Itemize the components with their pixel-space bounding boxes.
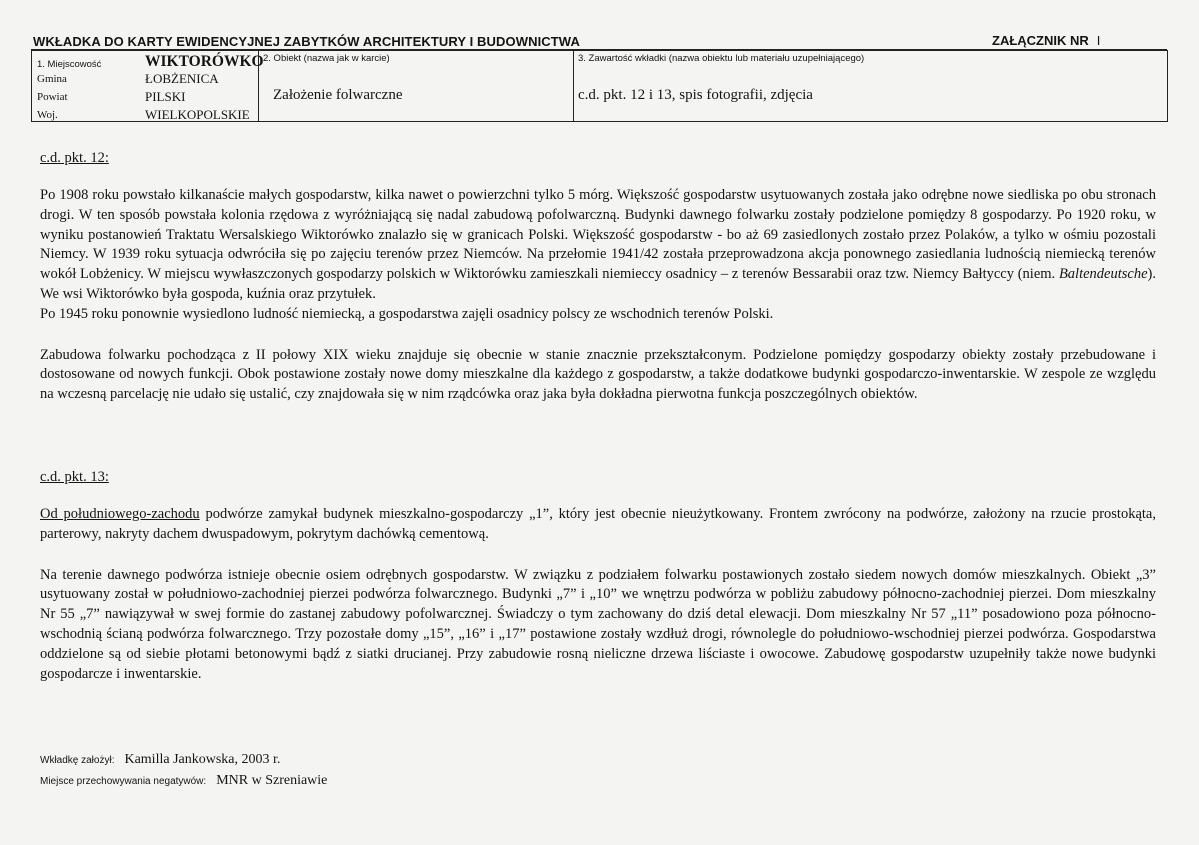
object-label: 2. Obiekt (nazwa jak w karcie) — [263, 53, 390, 64]
object-value: Założenie folwarczne — [273, 87, 403, 103]
annex-number — [992, 33, 1100, 48]
p1-italic-term: Baltendeutsche — [1058, 266, 1148, 283]
author-label: Wkładkę założył: — [40, 755, 115, 766]
document-title: WKŁADKA DO KARTY EWIDENCYJNEJ ZABYTKÓW ARCHITEKTURY I BUDOWNICTWA — [33, 34, 580, 49]
annex-value: I — [1096, 33, 1101, 48]
form-header-table — [31, 50, 1168, 122]
powiat-value: PILSKI — [145, 89, 186, 104]
direction-underlined: Od południowego-zachodu — [40, 506, 200, 522]
place-label: 1. Miejscowość — [37, 59, 102, 70]
powiat-label: Powiat — [37, 91, 68, 103]
section-12-paragraph-3: Zabudowa folwarku pochodząca z II połowy XIX wieku znajduje się obecnie w stanie znacznie przekształconym. Podzielone pomiędzy gospodarzy obiekty zostały przebudowane i dostosowane od nowych funkcji. Obok postawione zostały nowe domy mieszkalne dla każdego z gospodarstw, a także dodatkowe budynki gospodarczo-inwentarskie. W zespole ze względu na wczesną parcelację nie udało się ustalić, czy znajdowała się w nim rządcówka oraz jaka była dokładna pierwotna funkcja poszczególnych obiektów. — [40, 346, 1156, 403]
section-13-paragraph-2: Na terenie dawnego podwórza istnieje obecnie osiem odrębnych gospodarstw. W związku z podziałem folwarku postawionych zostało siedem nowych domów mieszkalnych. Obiekt „3” usytuowany został w południowo-zachodniej pierzei podwórza folwarcznego. Budynki „7” i „10” we wnętrzu podwórza w pobliżu zabudowy północno-zachodniej pierzei. Dom mieszkalny Nr 55 „7” nawiązywał w swej formie do zastanej zabudowy pofolwarcznej. Świadczy o tym zachowany do dziś detal elewacji. Dom mieszkalny Nr 57 „11” posadowiono poza północno-wschodnią ścianą podwórza folwarcznego. Trzy pozostałe domy „15”, „16” i „17” postawione zostały wzdłuż drogi, równolegle do południowo-wschodniej pierzei podwórza. Gospodarstwa oddzielone są od siebie płotami betonowymi bądź z siatki drucianej. Przy zabudowie rosną nieliczne drzewa liściaste i owocowe. Zabudowę gospodarstw uzupełniły także nowe budynki gospodarcze i inwentarskie. — [40, 566, 1156, 682]
section-12-paragraph-2: Po 1945 roku ponownie wysiedlono ludność niemiecką, a gospodarstwa zajęli osadnicy polscy ze wschodnich terenów Polski. — [40, 305, 774, 322]
p1-text-end: ). We wsi Wiktorówko była gospoda, kuźnia oraz przytułek. — [40, 266, 1156, 302]
section-13-body — [40, 505, 1156, 684]
footer-storage — [40, 773, 327, 789]
section-13-heading: c.d. pkt. 13: — [40, 469, 109, 485]
location-cell — [32, 51, 264, 122]
annex-label: ZAŁĄCZNIK NR — [992, 33, 1089, 48]
p1-rest: podwórze zamykał budynek mieszkalno-gospodarczy „1”, który jest obecnie nieużytkowany. Frontem zwrócony na podwórze, założony na rzucie prostokąta, parterowy, nakryty dachem dwuspadowym, pokrytym dachówką cementową. — [40, 506, 1156, 542]
storage-label: Miejsce przechowywania negatywów: — [40, 776, 207, 787]
contents-label: 3. Zawartość wkładki (nazwa obiektu lub materiału uzupełniającego) — [578, 53, 865, 64]
woj-label: Woj. — [37, 109, 58, 121]
section-12-heading: c.d. pkt. 12: — [40, 150, 109, 166]
object-cell — [259, 51, 574, 122]
footer-author — [40, 752, 280, 768]
p1-text: Po 1908 roku powstało kilkanaście małych gospodarstw, kilka nawet o powierzchni tylko 5 mórg. Większość gospodarstw usytuowanych została jako odrębne nowe siedliska po obu stronach drogi. W ten sposób powstała kolonia rzędowa z wyróżniającą się nadal zabudową pofolwarczną. Budynki dawnego folwarku zostały podzielone pomiędzy 8 gospodarzy. Po 1920 roku, w wyniku postanowień Traktatu Wersalskiego Wiktorówko znalazło się w granicach Polski. Większość gospodarstw - bo aż 69 zasiedlonych zostało przez Polaków, a tylko w ośmiu pozostali Niemcy. W 1939 roku sytuacja odwróciła się po zajęciu terenów przez Niemców. Na przełomie 1941/42 została przeprowadzona akcja ponownego zasiedlania ludnością niemiecką terenów wokół Lobżenicy. W miejscu wywłaszczonych gospodarzy polskich w Wiktorówku zamieszkali niemieccy osadnicy – z terenów Bessarabii oraz tzw. Niemcy Bałtyccy (niem. — [40, 187, 1156, 283]
section-12-paragraph-1 — [40, 186, 1156, 305]
section-13-paragraph-1 — [40, 505, 1156, 545]
contents-value: c.d. pkt. 12 i 13, spis fotografii, zdjęcia — [578, 87, 813, 103]
storage-value: MNR w Szreniawie — [216, 773, 328, 788]
author-value: Kamilla Jankowska, 2003 r. — [124, 752, 281, 767]
gmina-label: Gmina — [37, 73, 67, 85]
contents-cell — [574, 51, 1168, 122]
section-12-body — [40, 186, 1156, 405]
woj-value: WIELKOPOLSKIE — [145, 107, 250, 122]
gmina-value: ŁOBŻENICA — [145, 71, 219, 86]
place-value: WIKTORÓWKO — [145, 53, 264, 70]
